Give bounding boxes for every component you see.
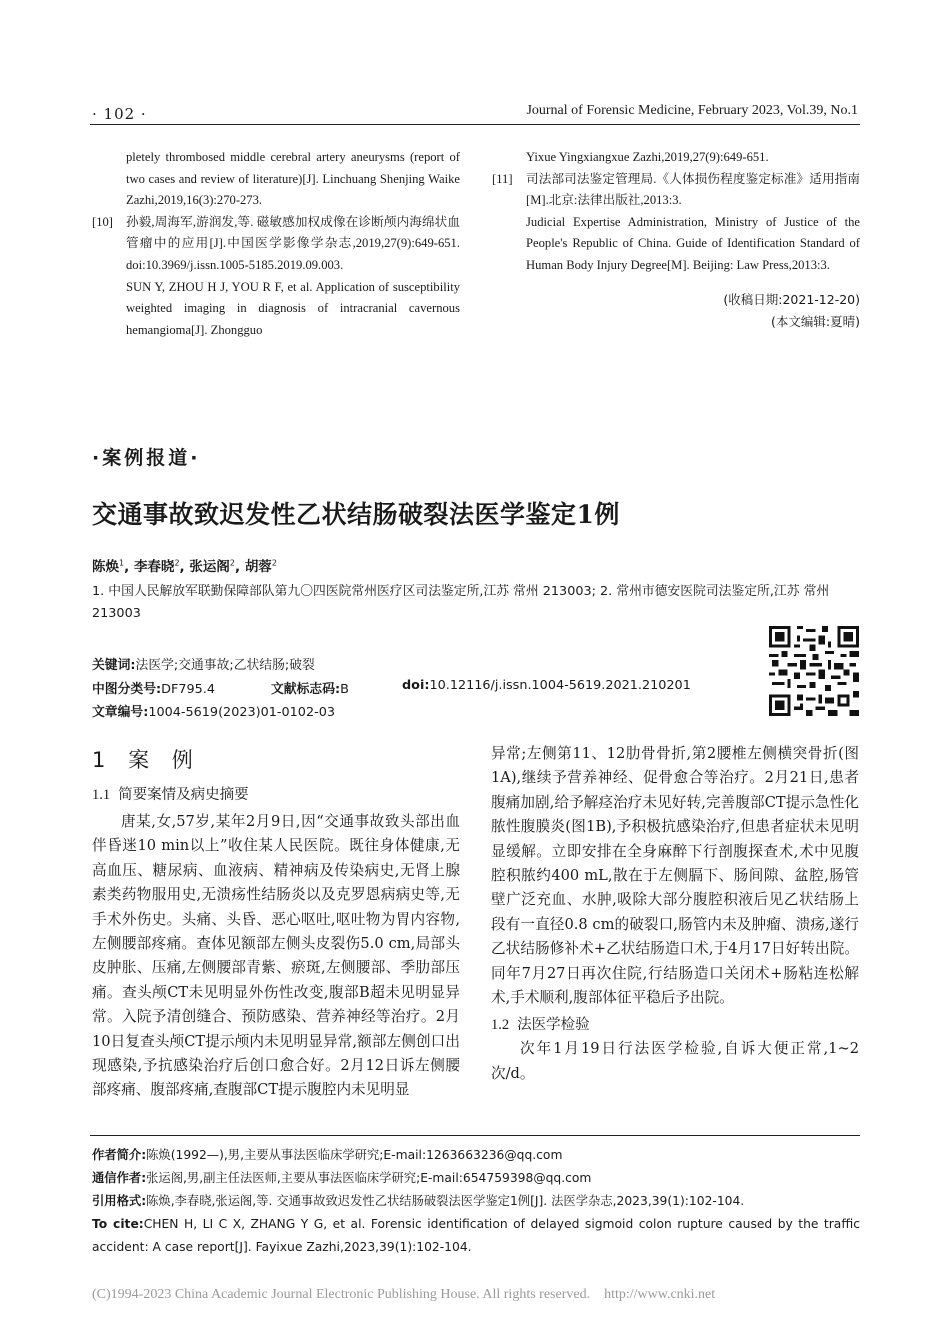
reference-item: Judicial Expertise Administration, Ministry of Justice of the People's Republic of China. Guide of Identification Standard of Human Body Injury Degree[M]. Beijing: Law Press,2013:3. [526, 214, 860, 272]
reference-item: [10] 孙毅,周海军,游润发,等. 磁敏感加权成像在诊断颅内海绵状血管瘤中的应用[J].中国医学影像学杂志,2019,27(9):649-651. doi:10.3969/j.issn.1005-5185.2019.09.003. [92, 214, 460, 272]
header-rule [90, 124, 860, 125]
references-left [92, 147, 460, 341]
affiliation: 1. 中国人民解放军联勤保障部队第九〇四医院常州医疗区司法鉴定所,江苏 常州 213003; 2. 常州市德安医院司法鉴定所,江苏 常州 213003 [92, 584, 830, 621]
footnotes [92, 1144, 860, 1259]
footnote-rule [90, 1135, 860, 1136]
subsection-heading: 1.2 法医学检验 [491, 1017, 590, 1034]
copyright-notice: (C)1994-2023 China Academic Journal Electronic Publishing House. All rights reserved. http://www.cnki.net [92, 1287, 716, 1302]
body-paragraph: 次年1月19日行法医学检验,自诉大便正常,1~2次/d。 [491, 1040, 859, 1082]
journal-header: Journal of Forensic Medicine, February 2023, Vol.39, No.1 [526, 103, 858, 118]
author-name: 张运阁 [189, 559, 230, 575]
author-name: 陈焕 [92, 559, 119, 575]
classification-line: 中图分类号:DF795.4 [92, 682, 215, 697]
citation-cn: 引用格式:陈焕,李春晓,张运阁,等. 交通事故致迟发性乙状结肠破裂法医学鉴定1例[J]. 法医学杂志,2023,39(1):102-104. [92, 1194, 745, 1208]
qr-code-icon [769, 626, 859, 716]
section-tag: ·案例报道· [92, 447, 201, 469]
author-bio: 作者简介:陈焕(1992—),男,主要从事法医临床学研究;E-mail:1263663236@qq.com [92, 1148, 563, 1162]
references-right [492, 147, 860, 333]
author-list: 陈焕$^1$, 李春晓$^2$, 张运阁$^2$, 胡蓉$^2$ [92, 558, 277, 575]
article-number: 文章编号:1004-5619(2023)01-0102-03 [92, 705, 335, 720]
reference-item: SUN Y, ZHOU H J, YOU R F, et al. Application of susceptibility weighted imaging in diagnosis of intracranial cavernous hemangioma[J]. Zhongguo [126, 279, 460, 337]
doc-code: 文献标志码:B [271, 682, 349, 697]
keywords: 关键词:法医学;交通事故;乙状结肠;破裂 [92, 658, 315, 673]
citation-en: To cite:CHEN H, LI C X, ZHANG Y G, et al. Forensic identification of delayed sigmoid colon rupture caused by the traffic accident: A case report[J]. Fayixue Zazhi,2023,39(1):102-104. [92, 1217, 860, 1254]
received-date: (收稿日期:2021-12-20) [723, 291, 860, 307]
body-paragraph: 异常;左侧第11、12肋骨骨折,第2腰椎左侧横突骨折(图1A),继续予营养神经、促骨愈合等治疗。2月21日,患者腹痛加剧,给予解痉治疗未见好转,完善腹部CT提示急性化脓性腹膜炎(图1B),予积极抗感染治疗,但患者症状未见明显缓解。立即安排在全身麻醉下行剖腹探查术,术中见腹腔积脓约400 mL,散在于左侧膈下、肠间隙、盆腔,肠管壁广泛充血、水肿,吸除大部分腹腔积液后见乙状结肠上段有一直径0.8 cm的破裂口,肠管内未及肿瘤、溃疡,遂行乙状结肠修补术+乙状结肠造口术,于4月17日好转出院。同年7月27日再次住院,行结肠造口关闭术+肠粘连松解术,手术顺利,腹部体征平稳后予出院。 [491, 745, 859, 1007]
reference-item: pletely thrombosed middle cerebral artery aneurysms (report of two cases and review of literature)[J]. Linchuang Shenjing Waike Zazhi,2019,16(3):270-273. [126, 150, 460, 208]
author-name: 胡蓉 [244, 559, 272, 575]
body-right-column [491, 742, 859, 1086]
article-title: 交通事故致迟发性乙状结肠破裂法医学鉴定1例 [92, 500, 620, 529]
page-number: · 102 · [92, 105, 147, 123]
reference-item: Yixue Yingxiangxue Zazhi,2019,27(9):649-651. [526, 150, 769, 164]
subsection-heading: 1.1 简要案情及病史摘要 [92, 787, 249, 803]
body-paragraph: 唐某,女,57岁,某年2月9日,因“交通事故致头部出血伴昏迷10 min以上”收住某人民医院。既往身体健康,无高血压、糖尿病、血液病、精神病及传染病史,无肾上腺素类药物服用史,无溃疡性结肠炎以及克罗恩病病史等,无手术外伤史。头痛、头昏、恶心呕吐,呕吐物为胃内容物,左侧腰部疼痛。查体见额部左侧头皮裂伤5.0 cm,局部头皮肿胀、压痛,左侧腰部青紫、瘀斑,左侧腰部、季肋部压痛。查头颅CT未见明显外伤性改变,腹部B超未见明显异常。入院予清创缝合、预防感染、营养神经等治疗。2月10日复查头颅CT提示颅内未见明显异常,额部左侧创口出现感染,予抗感染治疗后创口愈合好。2月12日诉左侧腰部疼痛、腹部疼痛,查腹部CT提示腹腔内未见明显 [92, 813, 460, 1099]
editor-note: (本文编辑:夏晴) [771, 313, 860, 329]
section-heading: 1 案 例 [92, 748, 201, 772]
doi: doi:10.12116/j.issn.1004-5619.2021.210201 [402, 678, 691, 693]
corresponding-author: 通信作者:张运阁,男,副主任法医师,主要从事法医临床学研究;E-mail:654759398@qq.com [92, 1171, 592, 1185]
author-name: 李春晓 [133, 559, 175, 575]
reference-item: [11] 司法部司法鉴定管理局.《人体损伤程度鉴定标准》适用指南[M].北京:法律出版社,2013:3. [492, 171, 860, 208]
body-left-column [92, 783, 460, 1103]
